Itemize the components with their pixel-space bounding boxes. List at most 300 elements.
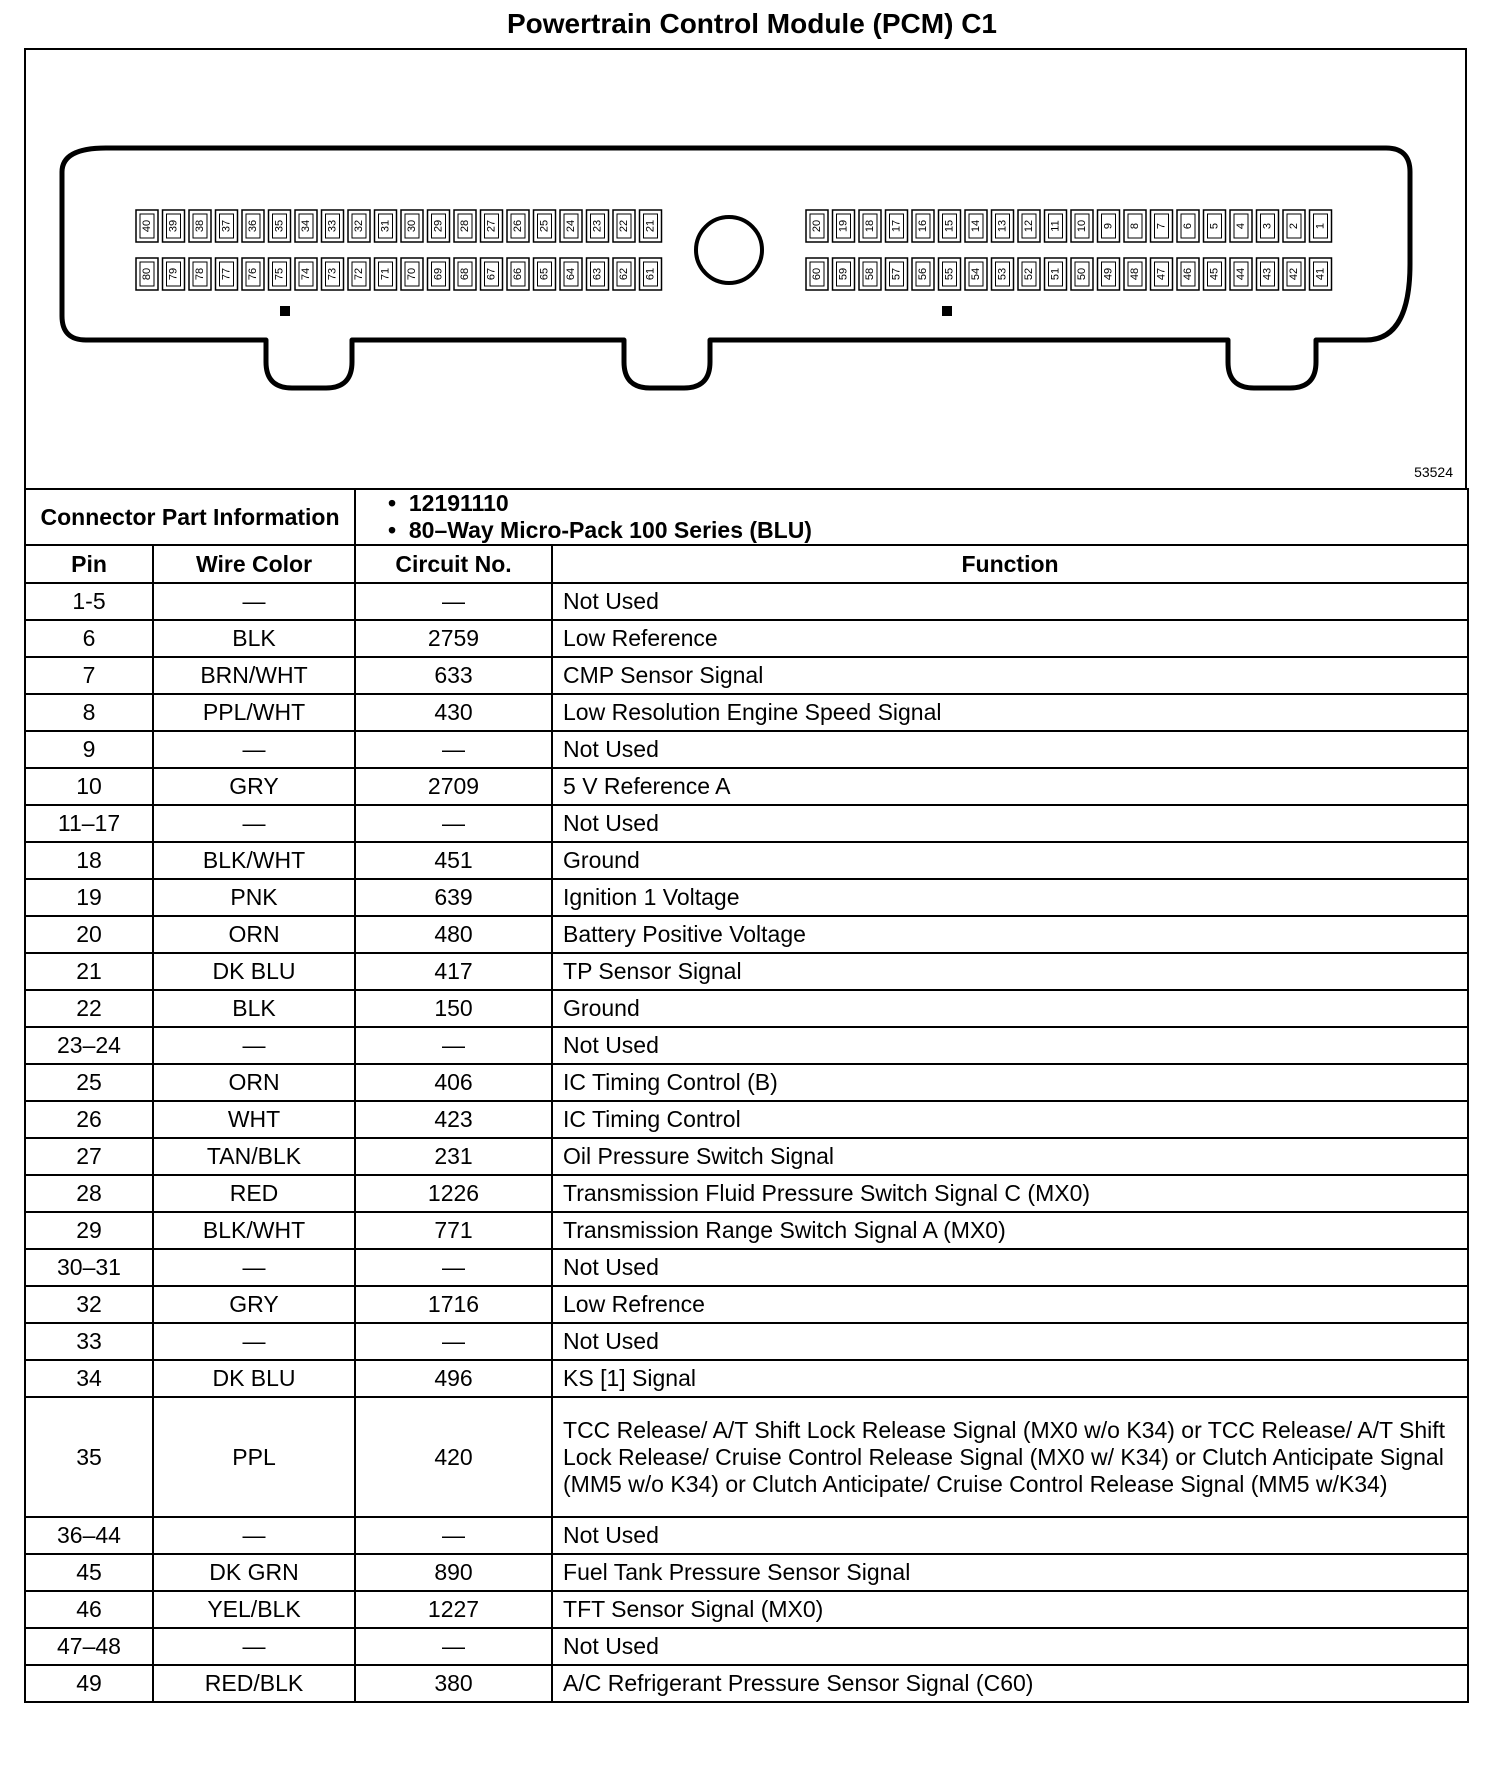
pin-label: 4 [1235, 222, 1247, 230]
table-row [25, 657, 1468, 694]
pin-label: 30 [406, 219, 418, 233]
table-row [25, 805, 1468, 842]
circuit-cell: 1716 [355, 1286, 552, 1323]
wire-color-cell: DK BLU [153, 953, 355, 990]
connector-info-list [355, 489, 1468, 545]
function-cell: TCC Release/ A/T Shift Lock Release Signal (MX0 w/o K34) or TCC Release/ A/T Shift Lock Release/ Cruise Control Release Signal (MX0 w/ K34) or Clutch Anticipate Signal (MM5 w/o K34) or Clutch Anticipate/ Cruise Control Release Signal (MM5 w/K34) [552, 1397, 1468, 1517]
pin-label: 1 [1314, 222, 1327, 230]
pin-cavity [1018, 210, 1040, 242]
pin-label: 38 [194, 219, 206, 233]
pin-label: 17 [890, 219, 903, 233]
wire-color-cell: TAN/BLK [153, 1138, 355, 1175]
pin-cavity [939, 258, 961, 290]
pin-label: 76 [247, 267, 259, 281]
table-row [25, 1665, 1468, 1702]
pin-label: 20 [811, 219, 823, 233]
wire-color-cell: BRN/WHT [153, 657, 355, 694]
wire-color-cell: — [153, 731, 355, 768]
function-cell: CMP Sensor Signal [552, 657, 1468, 694]
pin-label: 15 [943, 219, 956, 233]
function-cell: Fuel Tank Pressure Sensor Signal [552, 1554, 1468, 1591]
table-row [25, 879, 1468, 916]
wire-color-cell: GRY [153, 768, 355, 805]
pin-cavity [1230, 210, 1252, 242]
pin-cavity [859, 258, 881, 290]
pin-label: 36 [247, 219, 259, 233]
function-cell: Low Reference [552, 620, 1468, 657]
wire-color-cell: DK GRN [153, 1554, 355, 1591]
wire-color-cell: BLK [153, 620, 355, 657]
pin-cavity [640, 210, 662, 242]
pin-label: 70 [406, 267, 418, 281]
pin-label: 44 [1235, 267, 1247, 281]
wire-color-cell: PPL [153, 1397, 355, 1517]
wire-color-cell: ORN [153, 1064, 355, 1101]
pin-cavity [1310, 258, 1332, 290]
pin-label: 39 [167, 219, 180, 233]
pin-label: 35 [273, 219, 286, 233]
pin-cavity [295, 258, 317, 290]
pin-cell: 35 [25, 1397, 153, 1517]
circuit-cell: — [355, 583, 552, 620]
pin-cell: 29 [25, 1212, 153, 1249]
wire-color-cell: — [153, 1323, 355, 1360]
table-row [25, 1249, 1468, 1286]
pin-label: 72 [353, 267, 365, 281]
pin-cavity [1045, 258, 1067, 290]
pin-label: 37 [220, 219, 233, 233]
function-cell: TP Sensor Signal [552, 953, 1468, 990]
pin-cell: 9 [25, 731, 153, 768]
pin-cavity [965, 258, 987, 290]
table-row [25, 768, 1468, 805]
function-cell: IC Timing Control (B) [552, 1064, 1468, 1101]
pin-cavity [216, 210, 238, 242]
pin-cavity [886, 258, 908, 290]
pin-cavity [136, 210, 158, 242]
pin-label: 28 [459, 219, 471, 233]
pin-label: 50 [1076, 267, 1088, 281]
pin-label: 32 [353, 219, 365, 233]
pin-label: 33 [326, 219, 339, 233]
table-row [25, 916, 1468, 953]
circuit-cell: 417 [355, 953, 552, 990]
pin-cavity [428, 210, 450, 242]
pin-label: 10 [1076, 219, 1088, 233]
pin-cavity [560, 210, 582, 242]
pin-cavity [886, 210, 908, 242]
pin-cavity [375, 258, 397, 290]
pin-cell: 20 [25, 916, 153, 953]
pin-label: 63 [591, 267, 604, 281]
table-row [25, 1628, 1468, 1665]
pin-cavity [806, 258, 828, 290]
connector-diagram [24, 48, 1467, 488]
pin-label: 27 [485, 219, 498, 233]
pin-cavity [534, 210, 556, 242]
part-number: • 12191110 [388, 490, 1457, 517]
pin-label: 65 [538, 267, 551, 281]
pin-cavity [1098, 258, 1120, 290]
circuit-cell: 430 [355, 694, 552, 731]
circuit-cell: 2759 [355, 620, 552, 657]
wire-color-cell: — [153, 805, 355, 842]
pin-cavity [833, 210, 855, 242]
function-cell: Not Used [552, 1249, 1468, 1286]
pin-cavity [1018, 258, 1040, 290]
table-row [25, 1064, 1468, 1101]
pin-cavity [1257, 258, 1279, 290]
pin-label: 47 [1155, 267, 1168, 281]
pin-label: 80 [141, 267, 153, 281]
pin-cavity [1098, 210, 1120, 242]
pin-label: 66 [512, 267, 524, 281]
table-row [25, 1323, 1468, 1360]
table-row [25, 620, 1468, 657]
pin-cavity [189, 210, 211, 242]
pin-cavity [1230, 258, 1252, 290]
pin-cavity [454, 258, 476, 290]
pin-label: 78 [194, 267, 206, 281]
pin-cavity [269, 210, 291, 242]
table-row [25, 1397, 1468, 1517]
pin-cell: 34 [25, 1360, 153, 1397]
header-row [25, 545, 1468, 583]
wire-color-cell: — [153, 1628, 355, 1665]
pin-label: 23 [591, 219, 604, 233]
pin-label: 45 [1208, 267, 1221, 281]
circuit-cell: 423 [355, 1101, 552, 1138]
pin-one-marker-left [280, 306, 290, 316]
pin-label: 25 [538, 219, 551, 233]
page-title: Powertrain Control Module (PCM) C1 [507, 8, 997, 39]
pin-label: 69 [432, 267, 445, 281]
pin-label: 46 [1182, 267, 1194, 281]
pin-label: 8 [1129, 222, 1141, 230]
pin-cavity [1071, 210, 1093, 242]
function-cell: IC Timing Control [552, 1101, 1468, 1138]
pin-cavity [1151, 258, 1173, 290]
pin-cavity [806, 210, 828, 242]
connector-info-row [25, 489, 1468, 545]
pin-cell: 47–48 [25, 1628, 153, 1665]
pin-label: 57 [890, 267, 903, 281]
circuit-cell: — [355, 805, 552, 842]
pin-label: 74 [300, 267, 312, 281]
pin-cavity [507, 258, 529, 290]
pin-label: 9 [1102, 222, 1115, 230]
pin-label: 48 [1129, 267, 1141, 281]
pin-cavity [859, 210, 881, 242]
table-row [25, 694, 1468, 731]
table-row [25, 1554, 1468, 1591]
pin-label: 53 [996, 267, 1009, 281]
pin-cell: 6 [25, 620, 153, 657]
table-row [25, 1138, 1468, 1175]
function-cell: TFT Sensor Signal (MX0) [552, 1591, 1468, 1628]
circuit-cell: 451 [355, 842, 552, 879]
pin-cavity [163, 210, 185, 242]
pin-cavity [1071, 258, 1093, 290]
pin-label: 3 [1261, 222, 1274, 230]
circuit-cell: 496 [355, 1360, 552, 1397]
pin-label: 21 [644, 219, 657, 233]
function-cell: 5 V Reference A [552, 768, 1468, 805]
pin-cell: 27 [25, 1138, 153, 1175]
pin-cell: 32 [25, 1286, 153, 1323]
pin-cell: 10 [25, 768, 153, 805]
pin-cavity [322, 210, 344, 242]
pin-label: 77 [220, 267, 233, 281]
function-cell: Not Used [552, 1323, 1468, 1360]
wire-color-cell: PNK [153, 879, 355, 916]
wire-color-cell: ORN [153, 916, 355, 953]
pin-label: 67 [485, 267, 498, 281]
circuit-header: Circuit No. [355, 545, 552, 583]
wire-color-cell: RED/BLK [153, 1665, 355, 1702]
circuit-cell: — [355, 1628, 552, 1665]
center-bolt-hole [696, 217, 762, 283]
pin-label: 64 [565, 267, 577, 281]
table-row [25, 731, 1468, 768]
pin-cavity [269, 258, 291, 290]
pin-cell: 22 [25, 990, 153, 1027]
function-cell: Not Used [552, 1027, 1468, 1064]
function-cell: Ground [552, 990, 1468, 1027]
circuit-cell: 639 [355, 879, 552, 916]
pin-label: 16 [917, 219, 929, 233]
pin-label: 5 [1208, 222, 1221, 230]
pin-grid [136, 210, 1332, 290]
function-cell: Not Used [552, 1628, 1468, 1665]
pin-label: 14 [970, 219, 982, 233]
circuit-cell: 231 [355, 1138, 552, 1175]
pin-header: Pin [25, 545, 153, 583]
wire-color-cell: — [153, 1517, 355, 1554]
pin-label: 61 [644, 267, 657, 281]
pin-cavity [242, 258, 264, 290]
pin-label: 62 [618, 267, 630, 281]
table-row [25, 1286, 1468, 1323]
circuit-cell: — [355, 1249, 552, 1286]
function-cell: Battery Positive Voltage [552, 916, 1468, 953]
pin-cavity [992, 258, 1014, 290]
pin-label: 75 [273, 267, 286, 281]
table-row [25, 990, 1468, 1027]
pin-label: 19 [837, 219, 850, 233]
pin-cavity [965, 210, 987, 242]
table-row [25, 842, 1468, 879]
circuit-cell: 406 [355, 1064, 552, 1101]
pin-label: 55 [943, 267, 956, 281]
pin-cavity [939, 210, 961, 242]
wire-color-cell: — [153, 1027, 355, 1064]
pin-cell: 28 [25, 1175, 153, 1212]
pin-cavity [1310, 210, 1332, 242]
pin-cell: 33 [25, 1323, 153, 1360]
table-row [25, 1175, 1468, 1212]
pin-cavity [1124, 210, 1146, 242]
pin-label: 41 [1314, 267, 1327, 281]
pin-cell: 21 [25, 953, 153, 990]
pin-cavity [1177, 210, 1199, 242]
pin-cavity [481, 258, 503, 290]
pin-cavity [912, 258, 934, 290]
table-row [25, 1591, 1468, 1628]
pin-label: 31 [379, 219, 392, 233]
circuit-cell: — [355, 731, 552, 768]
table-row [25, 1027, 1468, 1064]
pin-label: 51 [1049, 267, 1062, 281]
pin-cavity [242, 210, 264, 242]
circuit-cell: 150 [355, 990, 552, 1027]
wire-color-cell: PPL/WHT [153, 694, 355, 731]
circuit-cell: — [355, 1323, 552, 1360]
pin-cavity [1283, 210, 1305, 242]
connector-face-drawing [26, 50, 1465, 490]
pin-cell: 26 [25, 1101, 153, 1138]
pin-label: 6 [1182, 222, 1194, 230]
pin-cavity [507, 210, 529, 242]
pin-cavity [428, 258, 450, 290]
pin-label: 29 [432, 219, 445, 233]
function-cell: Transmission Range Switch Signal A (MX0) [552, 1212, 1468, 1249]
function-cell: Low Refrence [552, 1286, 1468, 1323]
pin-cell: 23–24 [25, 1027, 153, 1064]
connector-type: • 80–Way Micro-Pack 100 Series (BLU) [388, 517, 1457, 544]
pin-cell: 11–17 [25, 805, 153, 842]
pin-cavity [613, 210, 635, 242]
circuit-cell: 1226 [355, 1175, 552, 1212]
wire-color-cell: YEL/BLK [153, 1591, 355, 1628]
pin-cavity [401, 258, 423, 290]
pin-cell: 36–44 [25, 1517, 153, 1554]
pin-cell: 25 [25, 1064, 153, 1101]
pin-label: 60 [811, 267, 823, 281]
pin-cavity [1177, 258, 1199, 290]
pin-cavity [560, 258, 582, 290]
pin-cell: 49 [25, 1665, 153, 1702]
pin-label: 59 [837, 267, 850, 281]
pin-cavity [136, 258, 158, 290]
circuit-cell: 380 [355, 1665, 552, 1702]
circuit-cell: 633 [355, 657, 552, 694]
pin-cavity [640, 258, 662, 290]
pin-cell: 45 [25, 1554, 153, 1591]
circuit-cell: 771 [355, 1212, 552, 1249]
pin-cavity [587, 258, 609, 290]
pin-cavity [912, 210, 934, 242]
wire-color-cell: BLK/WHT [153, 1212, 355, 1249]
function-cell: Not Used [552, 731, 1468, 768]
wire-color-cell: — [153, 583, 355, 620]
pin-label: 26 [512, 219, 524, 233]
function-cell: Low Resolution Engine Speed Signal [552, 694, 1468, 731]
pin-cell: 8 [25, 694, 153, 731]
pin-cell: 7 [25, 657, 153, 694]
pin-cavity [1151, 210, 1173, 242]
function-cell: Ground [552, 842, 1468, 879]
function-cell: Not Used [552, 583, 1468, 620]
circuit-cell: 890 [355, 1554, 552, 1591]
connector-info-label: Connector Part Information [25, 489, 355, 545]
pin-cavity [189, 258, 211, 290]
pin-cavity [401, 210, 423, 242]
pin-cavity [295, 210, 317, 242]
pin-label: 40 [141, 219, 153, 233]
pin-label: 52 [1023, 267, 1035, 281]
table-row [25, 1360, 1468, 1397]
pin-cavity [1257, 210, 1279, 242]
pin-cavity [1283, 258, 1305, 290]
pin-label: 49 [1102, 267, 1115, 281]
pin-cell: 1-5 [25, 583, 153, 620]
pin-label: 18 [864, 219, 876, 233]
pin-cavity [992, 210, 1014, 242]
function-cell: Not Used [552, 1517, 1468, 1554]
wire-color-header: Wire Color [153, 545, 355, 583]
pin-cavity [1204, 258, 1226, 290]
function-cell: KS [1] Signal [552, 1360, 1468, 1397]
wire-color-cell: BLK/WHT [153, 842, 355, 879]
function-cell: Transmission Fluid Pressure Switch Signal C (MX0) [552, 1175, 1468, 1212]
table-row [25, 583, 1468, 620]
pin-cavity [216, 258, 238, 290]
pin-table [24, 488, 1469, 1703]
table-row [25, 953, 1468, 990]
circuit-cell: 1227 [355, 1591, 552, 1628]
wire-color-cell: RED [153, 1175, 355, 1212]
function-cell: Oil Pressure Switch Signal [552, 1138, 1468, 1175]
function-cell: A/C Refrigerant Pressure Sensor Signal (C60) [552, 1665, 1468, 1702]
pin-cell: 18 [25, 842, 153, 879]
table-row [25, 1517, 1468, 1554]
pin-label: 22 [618, 219, 630, 233]
pin-cavity [1045, 210, 1067, 242]
pin-label: 56 [917, 267, 929, 281]
pin-label: 54 [970, 267, 982, 281]
pin-one-marker-right [942, 306, 952, 316]
pin-label: 68 [459, 267, 471, 281]
pin-label: 24 [565, 219, 577, 233]
wire-color-cell: DK BLU [153, 1360, 355, 1397]
figure-number: 53524 [1414, 464, 1453, 480]
wire-color-cell: GRY [153, 1286, 355, 1323]
circuit-cell: 2709 [355, 768, 552, 805]
pin-cavity [481, 210, 503, 242]
table-row [25, 1212, 1468, 1249]
pin-cavity [348, 210, 370, 242]
pin-label: 71 [379, 267, 392, 281]
pin-cell: 30–31 [25, 1249, 153, 1286]
pin-label: 43 [1261, 267, 1274, 281]
wire-color-cell: BLK [153, 990, 355, 1027]
circuit-cell: 420 [355, 1397, 552, 1517]
pin-cavity [534, 258, 556, 290]
pin-cavity [348, 258, 370, 290]
pin-label: 12 [1023, 219, 1035, 233]
pin-cell: 46 [25, 1591, 153, 1628]
pin-label: 73 [326, 267, 339, 281]
pin-cavity [1204, 210, 1226, 242]
pin-label: 58 [864, 267, 876, 281]
pin-label: 11 [1049, 220, 1062, 232]
wire-color-cell: WHT [153, 1101, 355, 1138]
function-header: Function [552, 545, 1468, 583]
pin-label: 34 [300, 219, 312, 233]
pin-cavity [613, 258, 635, 290]
circuit-cell: 480 [355, 916, 552, 953]
